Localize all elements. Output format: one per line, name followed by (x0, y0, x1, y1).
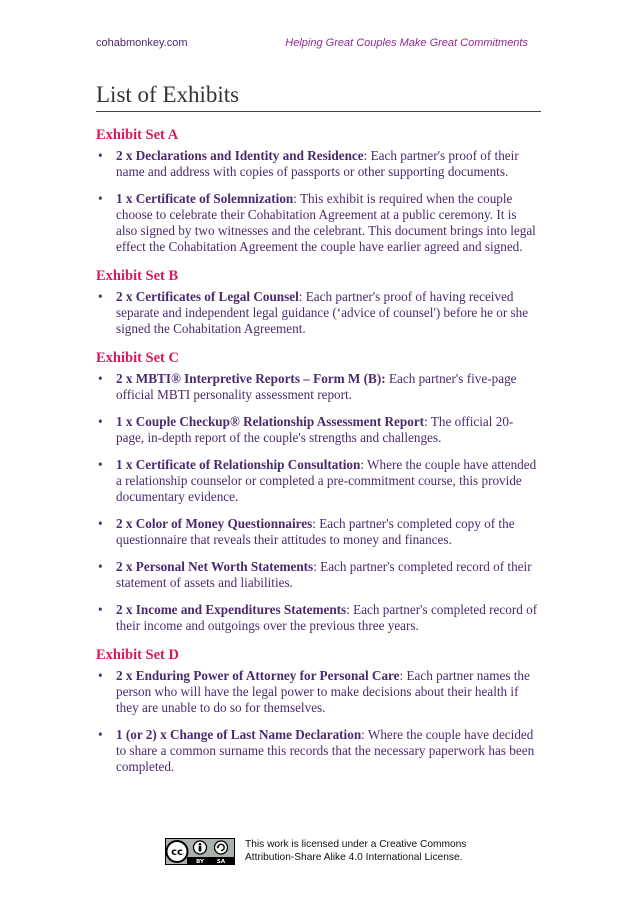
license-line-1: This work is licensed under a Creative Commons (245, 839, 467, 850)
exhibit-set-title: Exhibit Set B (96, 268, 179, 284)
exhibit-item-name: 2 x Enduring Power of Attorney for Personal Care (116, 668, 400, 683)
exhibit-item-name: 2 x Declarations and Identity and Residence (116, 148, 364, 163)
bullet-icon: • (98, 414, 103, 429)
exhibit-items (96, 148, 541, 255)
bullet-icon: • (98, 668, 103, 683)
bullet-icon: • (98, 148, 103, 163)
bullet-icon: • (98, 289, 103, 304)
exhibit-item-name: 1 (or 2) x Change of Last Name Declaration (116, 727, 362, 742)
exhibit-items (96, 668, 541, 775)
exhibit-set-title: Exhibit Set C (96, 350, 179, 366)
exhibit-item-description: : Where the couple have decided to share a common surname this records that the necessary paperwork has been completed. (116, 727, 535, 774)
exhibit-item (96, 727, 541, 775)
exhibit-item (96, 289, 541, 337)
bullet-icon: • (98, 457, 103, 472)
exhibit-item-name: 2 x Income and Expenditures Statements (116, 602, 347, 617)
bullet-icon: • (98, 516, 103, 531)
exhibit-item-description: : Each partner's completed copy of the questionnaire that reveals their attitudes to money and finances. (116, 516, 515, 547)
exhibit-item-description: : Each partner's proof of having received separate and independent legal guidance (‘advice of counsel') before he or she signed the Cohabitation Agreement. (116, 289, 529, 336)
exhibit-item-description: : Where the couple have attended a relationship counselor or completed a pre-commitment course, this provide documentary evidence. (116, 457, 537, 504)
exhibit-item (96, 148, 541, 180)
exhibit-set (96, 647, 541, 775)
exhibit-item-description: : The official 20-page, in-depth report of the couple's strengths and challenges. (116, 414, 514, 445)
header-tagline: Helping Great Couples Make Great Commitments (285, 37, 528, 49)
exhibit-set (96, 350, 541, 634)
bullet-icon: • (98, 371, 103, 386)
exhibit-item (96, 602, 541, 634)
exhibit-item-name: 2 x Personal Net Worth Statements (116, 559, 314, 574)
exhibit-list (96, 127, 541, 788)
exhibit-set-title: Exhibit Set D (96, 647, 179, 663)
license-text[interactable] (245, 838, 505, 864)
exhibit-item (96, 516, 541, 548)
exhibit-item-description: : Each partner's completed record of their income and outgoings over the previous three years. (116, 602, 538, 633)
exhibit-item-name: 1 x Certificate of Relationship Consultation (116, 457, 361, 472)
exhibit-set (96, 268, 541, 337)
exhibit-item-name: 2 x Color of Money Questionnaires (116, 516, 313, 531)
bullet-icon: • (98, 727, 103, 742)
exhibit-item-name: 2 x MBTI® Interpretive Reports – Form M (B): (116, 371, 386, 386)
exhibit-item-name: 2 x Certificates of Legal Counsel (116, 289, 299, 304)
exhibit-item-description: : Each partner names the person who will have the legal power to make decisions about their health if they are unable to do so for themselves. (116, 668, 530, 715)
exhibit-item-description: Each partner's five-page official MBTI personality assessment report. (116, 371, 517, 402)
exhibit-item-description: : Each partner's completed record of their statement of assets and liabilities. (116, 559, 532, 590)
badge-cc-text: cc (171, 847, 183, 858)
bullet-icon: • (98, 602, 103, 617)
exhibit-items (96, 371, 541, 634)
exhibit-set (96, 127, 541, 255)
cc-by-sa-badge-icon[interactable] (165, 838, 235, 865)
exhibit-item (96, 191, 541, 255)
exhibit-item-name: 1 x Couple Checkup® Relationship Assessment Report (116, 414, 425, 429)
exhibit-item (96, 668, 541, 716)
exhibit-items (96, 289, 541, 337)
exhibit-item (96, 457, 541, 505)
exhibit-item-description: : Each partner's proof of their name and address with copies of passports or other supporting documents. (116, 148, 519, 179)
exhibit-item (96, 559, 541, 591)
license-line-2: Attribution-Share Alike 4.0 International License. (245, 852, 463, 863)
badge-sa-text: SA (216, 859, 226, 865)
bullet-icon: • (98, 559, 103, 574)
exhibit-item (96, 371, 541, 403)
exhibit-item (96, 414, 541, 446)
exhibit-set-title: Exhibit Set A (96, 127, 179, 143)
title-divider (96, 111, 541, 112)
header-site[interactable]: cohabmonkey.com (96, 37, 188, 49)
bullet-icon: • (98, 191, 103, 206)
exhibit-item-name: 1 x Certificate of Solemnization (116, 191, 294, 206)
page-title: List of Exhibits (96, 82, 240, 107)
exhibit-item-description: : This exhibit is required when the couple choose to celebrate their Cohabitation Agreement at a public ceremony. It is also signed by two witnesses and the celebrant. This document brings into legal effect the Cohabitation Agreement the couple have earlier agreed and signed. (116, 191, 536, 254)
badge-by-text: BY (196, 859, 204, 865)
